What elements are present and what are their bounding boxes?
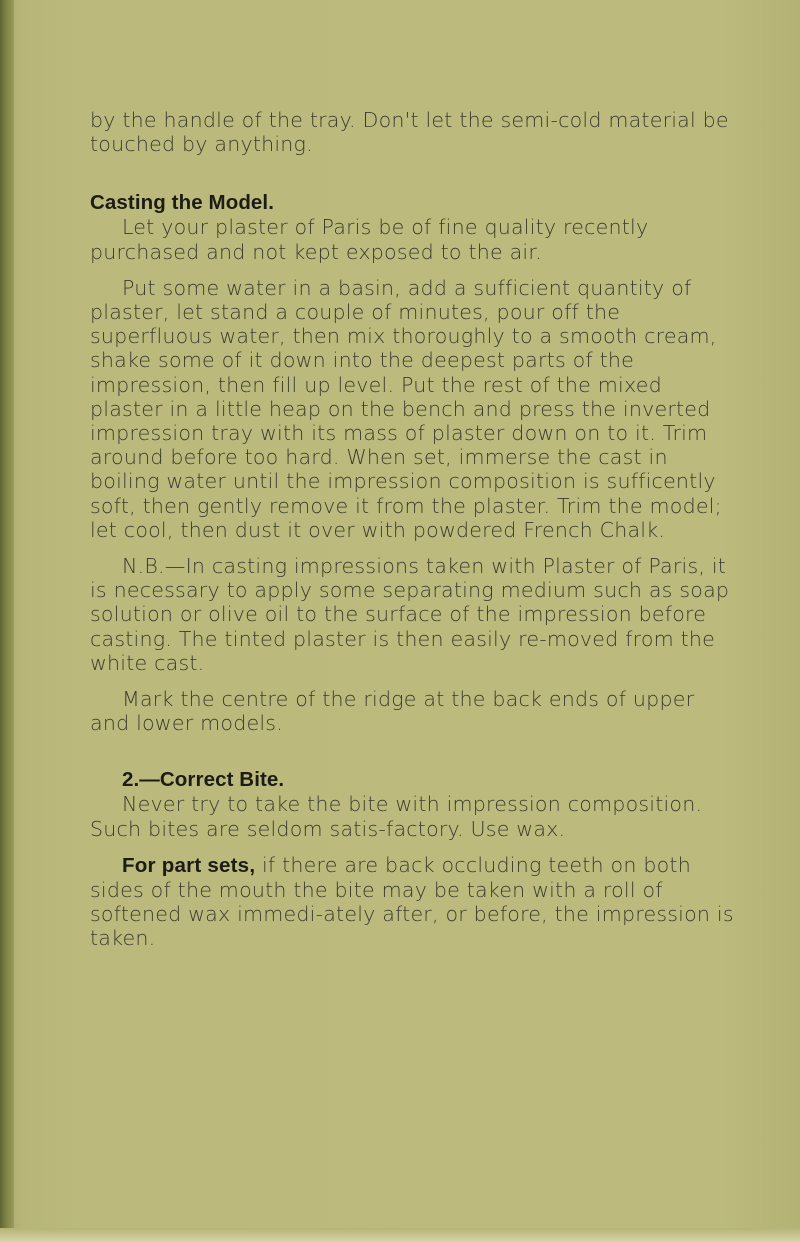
- bite-paragraph-1: Never try to take the bite with impression composition. Such bites are seldom satis-factory. Use wax.: [90, 792, 703, 841]
- page-bottom-edge: [0, 1228, 800, 1242]
- continuation-paragraph: by the handle of the tray. Don't let the semi-cold material be touched by anything.: [90, 108, 729, 157]
- section-heading-correct-bite: 2.—Correct Bite.: [122, 768, 285, 792]
- bite-paragraph-2: [90, 853, 738, 951]
- page-binding-edge: [0, 0, 14, 1242]
- bite-paragraph-2-lead: For part sets,: [122, 853, 256, 877]
- casting-paragraph-2: Put some water in a basin, add a sufficient quantity of plaster, let stand a couple of minutes, pour off the superfluous water, then mix thoroughly to a smooth cream, shake some of it down into the deepest parts of the impression, then fill up level. Put the rest of the mixed plaster in a little heap on the bench and press the inverted impression tray with its mass of plaster down on to it. Trim around before too hard. When set, immerse the cast in boiling water until the impression composition is sufficently soft, then gently remove it from the plaster. Trim the model; let cool, then dust it over with powdered French Chalk.: [90, 275, 722, 542]
- bite-paragraph-2-rest: if there are back occluding teeth on both sides of the mouth the bite may be taken with a roll of softened wax immedi-ately after, or before, the impression is taken.: [90, 852, 734, 951]
- page-text-block: [90, 108, 738, 951]
- casting-paragraph-4: Mark the centre of the ridge at the back ends of upper and lower models.: [90, 687, 695, 736]
- casting-paragraph-nb: N.B.—In casting impressions taken with Plaster of Paris, it is necessary to apply some separating medium such as soap solution or olive oil to the surface of the impression before casting. The tinted plaster is then easily re-moved from the white cast.: [90, 554, 730, 675]
- section-heading-casting-the-model: Casting the Model.: [90, 191, 275, 215]
- casting-paragraph-1: Let your plaster of Paris be of fine quality recently purchased and not kept exposed to the air.: [90, 215, 649, 264]
